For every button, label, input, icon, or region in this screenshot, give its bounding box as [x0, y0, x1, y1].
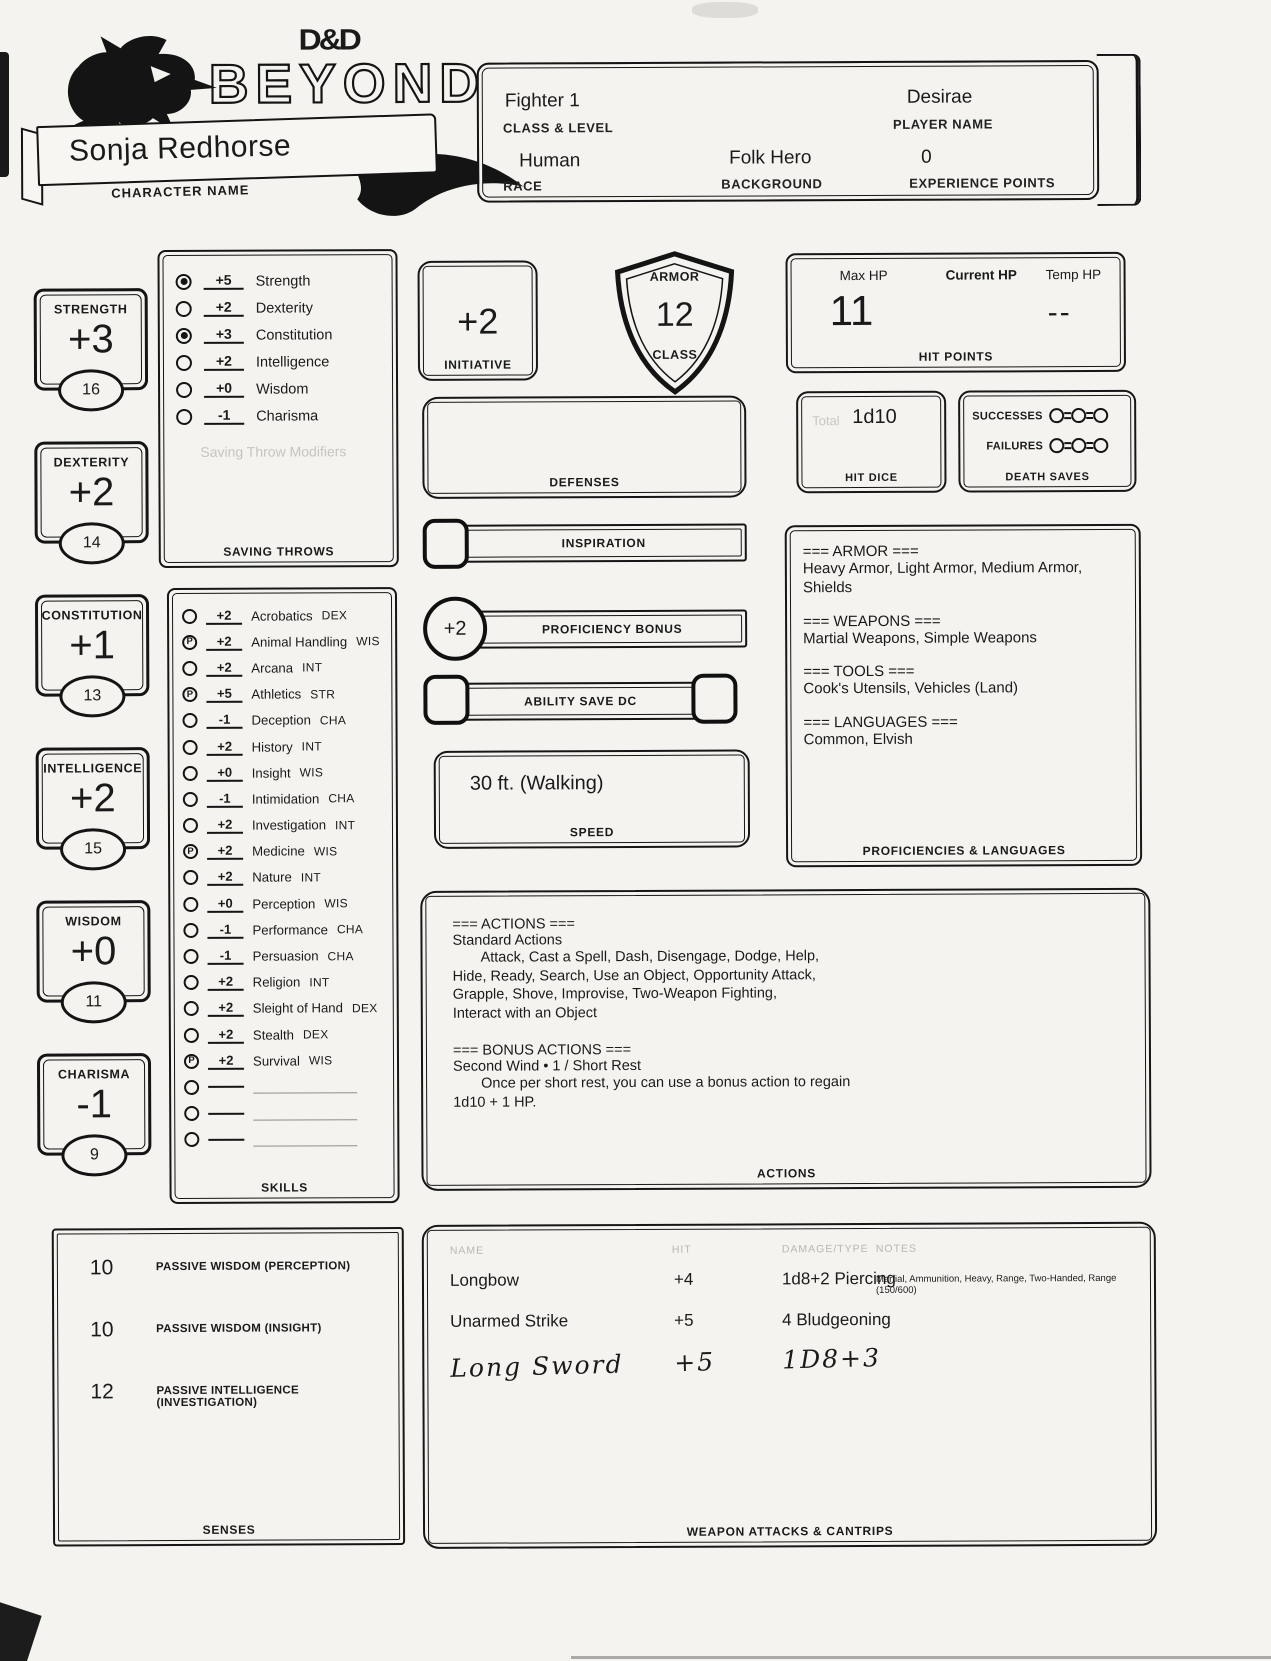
- skill-modifier: [208, 1139, 244, 1141]
- saving-throw-modifier: +5: [204, 273, 244, 290]
- proficiency-radio-icon: [184, 1028, 199, 1043]
- ability-modifier: +2: [69, 776, 116, 821]
- skill-ability: INT: [300, 870, 322, 885]
- ability-score: 16: [58, 369, 124, 411]
- class-level-label: CLASS & LEVEL: [502, 120, 614, 136]
- weapon-notes: [876, 1314, 1152, 1315]
- hit-dice-value: 1d10: [852, 405, 897, 429]
- skill-row: [182, 681, 391, 708]
- ability-score: 14: [59, 522, 125, 564]
- skill-modifier: +2: [207, 817, 243, 834]
- proficiency-section-text: Heavy Armor, Light Armor, Medium Armor, Shields: [802, 559, 1083, 597]
- sense-value: 12: [90, 1380, 114, 1404]
- ability-score: 11: [61, 981, 127, 1023]
- proficiency-radio-icon: [182, 609, 197, 624]
- weapon-hit: +4: [673, 1269, 694, 1289]
- proficiency-section: [803, 611, 1127, 648]
- temp-hp-value: --: [1047, 296, 1072, 330]
- weapon-notes: Martial, Ammunition, Heavy, Range, Two-Handed, Range (150/600): [875, 1272, 1117, 1296]
- saving-throw-row: [176, 294, 388, 322]
- defenses-label: DEFENSES: [549, 475, 620, 490]
- skill-name: Persuasion: [252, 948, 319, 964]
- ability-card: [34, 288, 149, 411]
- skill-name: Acrobatics: [251, 608, 313, 624]
- skill-name: [253, 1106, 357, 1120]
- ability-modifier: +1: [69, 623, 116, 668]
- saving-throw-row: [176, 267, 388, 295]
- skill-row: [184, 1047, 393, 1074]
- sense-row: [54, 1379, 402, 1410]
- proficiency-radio-icon: [176, 327, 192, 343]
- successes-circles-icon: [1049, 408, 1108, 423]
- skill-name: Stealth: [252, 1027, 294, 1043]
- proficiency-radio-icon: [176, 408, 192, 424]
- weapon-name: Unarmed Strike: [450, 1311, 569, 1331]
- saving-throws-panel: [157, 249, 398, 568]
- ability-name: STRENGTH: [53, 302, 128, 317]
- skill-name: Survival: [252, 1053, 300, 1069]
- skill-modifier: -1: [207, 791, 243, 808]
- background-value: Folk Hero: [729, 147, 812, 169]
- proficiency-radio-icon: [183, 844, 198, 859]
- scroll-edge-decoration: [1097, 54, 1142, 206]
- max-hp-value: 11: [829, 286, 874, 335]
- skill-row: [183, 785, 392, 812]
- proficiency-radio-icon: [182, 635, 197, 650]
- hit-dice-box: [796, 391, 946, 494]
- proficiency-radio-icon: [182, 713, 197, 728]
- proficiency-radio-icon: [183, 739, 198, 754]
- senses-box: [52, 1227, 405, 1547]
- skill-modifier: -1: [208, 948, 244, 965]
- skill-name: Religion: [252, 974, 301, 990]
- speed-box: [434, 750, 750, 849]
- ability-modifier: +2: [68, 470, 115, 515]
- ability-name: CONSTITUTION: [41, 608, 143, 623]
- defenses-box: [422, 396, 746, 499]
- initiative-label: INITIATIVE: [444, 357, 512, 372]
- sense-value: 10: [90, 1318, 114, 1342]
- background-label: BACKGROUND: [721, 176, 823, 192]
- armor-class-shield: [605, 250, 744, 397]
- ability-save-dc-label: ABILITY SAVE DC: [524, 693, 637, 709]
- skill-name: Investigation: [251, 817, 327, 833]
- skill-name: Sleight of Hand: [252, 1000, 343, 1017]
- saving-throw-name: Dexterity: [255, 299, 313, 317]
- weapon-hit: +5: [673, 1347, 716, 1378]
- ability-name: CHARISMA: [57, 1067, 131, 1082]
- skill-ability: CHA: [336, 922, 364, 937]
- weapon-damage: 1d8+2 Piercing: [781, 1268, 896, 1289]
- ability-score: 15: [60, 828, 126, 870]
- temp-hp-label: Temp HP: [1045, 266, 1102, 283]
- beyond-logo: BEYOND: [208, 51, 487, 115]
- proficiency-radio-icon: [184, 1106, 199, 1121]
- proficiency-radio-icon: [176, 300, 192, 316]
- skill-row: [183, 916, 392, 943]
- sense-value: 10: [89, 1256, 114, 1280]
- skill-ability: INT: [301, 739, 322, 754]
- skill-row: [184, 1126, 393, 1153]
- saving-throw-modifier: +2: [204, 354, 244, 371]
- skill-modifier: +2: [208, 1000, 244, 1017]
- proficiency-section: [803, 713, 1127, 750]
- skill-ability: WIS: [324, 896, 348, 911]
- proficiency-bonus-label: PROFICIENCY BONUS: [541, 621, 683, 637]
- skill-row: [183, 733, 392, 760]
- character-name-label: CHARACTER NAME: [111, 182, 250, 201]
- proficiency-radio-icon: [182, 687, 197, 702]
- proficiency-section-text: Martial Weapons, Simple Weapons: [803, 628, 1037, 647]
- armor-class-value: 12: [655, 295, 694, 334]
- saving-throw-row: [176, 402, 388, 430]
- weapon-name: Longbow: [449, 1270, 520, 1290]
- ability-modifier: +0: [70, 929, 117, 974]
- ability-scores: [34, 288, 152, 1176]
- saving-throw-row: [176, 375, 388, 403]
- max-hp-label: Max HP: [839, 267, 888, 284]
- hit-dice-total-label: Total: [812, 413, 840, 429]
- ability-modifier: +3: [67, 317, 114, 362]
- ability-name: INTELLIGENCE: [43, 761, 143, 776]
- column-hit: HIT: [671, 1243, 692, 1256]
- skill-name: Animal Handling: [251, 634, 348, 650]
- skill-modifier: [208, 1112, 244, 1114]
- ability-card: [35, 594, 150, 717]
- skill-row: [183, 812, 392, 839]
- class-level-value: Fighter 1: [504, 90, 580, 112]
- proficiency-radio-icon: [182, 661, 197, 676]
- skill-name: Insight: [251, 765, 291, 781]
- proficiency-radio-icon: [184, 1080, 199, 1095]
- skill-ability: DEX: [351, 1001, 378, 1016]
- proficiencies-languages-box: [785, 524, 1142, 868]
- skill-row: [184, 1073, 393, 1100]
- ability-modifier: -1: [76, 1082, 113, 1127]
- skill-ability: INT: [309, 975, 330, 990]
- scan-artifact: [692, 2, 758, 18]
- sense-name: PASSIVE WISDOM (PERCEPTION): [155, 1260, 351, 1274]
- save-dc-clamp-left-icon: [423, 675, 469, 725]
- skill-row: [183, 838, 392, 865]
- standard-actions-title: Standard Actions: [452, 932, 563, 949]
- proficiency-radio-icon: [176, 381, 192, 397]
- skill-ability: WIS: [308, 1053, 333, 1068]
- skill-name: Nature: [252, 869, 292, 886]
- character-name: Sonja Redhorse: [68, 129, 292, 168]
- skill-ability: STR: [310, 686, 336, 702]
- player-name-label: PLAYER NAME: [892, 116, 993, 132]
- proficiency-section: [803, 542, 1127, 598]
- ability-card: [37, 1053, 152, 1176]
- skill-modifier: [208, 1086, 244, 1088]
- scan-artifact: [571, 1656, 1271, 1659]
- skill-row: [183, 759, 392, 786]
- ability-name: WISDOM: [65, 914, 122, 929]
- skill-ability: INT: [302, 660, 323, 675]
- proficiency-radio-icon: [183, 766, 198, 781]
- weapon-attacks-label: WEAPON ATTACKS & CANTRIPS: [686, 1523, 894, 1539]
- saving-throw-name: Intelligence: [255, 353, 330, 371]
- skill-ability: CHA: [328, 791, 355, 806]
- sense-name: PASSIVE INTELLIGENCE (INVESTIGATION): [156, 1384, 299, 1410]
- player-name-value: Desirae: [906, 86, 973, 108]
- skill-name: History: [251, 739, 293, 755]
- skill-row: [182, 707, 391, 734]
- saving-throw-name: Strength: [255, 272, 311, 290]
- proficiencies-languages-label: PROFICIENCIES & LANGUAGES: [862, 843, 1066, 859]
- skill-modifier: +2: [206, 633, 242, 650]
- skill-name: Performance: [252, 922, 328, 938]
- inspiration-clamp-icon: [423, 519, 469, 569]
- skill-name: [253, 1132, 357, 1146]
- skill-modifier: +2: [206, 607, 242, 624]
- death-saves-box: [958, 390, 1136, 493]
- proficiency-radio-icon: [184, 1001, 199, 1016]
- proficiency-radio-icon: [183, 897, 198, 912]
- initiative-box: [418, 260, 539, 381]
- weapon-notes: [876, 1347, 1152, 1354]
- skill-name: Athletics: [251, 686, 302, 702]
- weapon-hit: +5: [674, 1310, 694, 1330]
- saving-throw-watermark: Saving Throw Modifiers: [200, 443, 347, 460]
- proficiency-radio-icon: [183, 792, 198, 807]
- skill-modifier: +2: [208, 1026, 244, 1043]
- sense-row: [54, 1255, 402, 1280]
- proficiency-radio-icon: [176, 354, 192, 370]
- ability-save-dc-band: [461, 682, 699, 721]
- proficiency-section: [803, 662, 1127, 699]
- skill-name: Arcana: [251, 660, 294, 676]
- skill-row: [184, 995, 393, 1022]
- saving-throw-name: Constitution: [255, 326, 333, 344]
- proficiency-radio-icon: [183, 818, 198, 833]
- inspiration-label: INSPIRATION: [561, 535, 646, 551]
- column-name: NAME: [449, 1244, 485, 1257]
- skill-name: Perception: [252, 896, 316, 912]
- skill-name: Medicine: [252, 843, 305, 859]
- ability-score: 13: [59, 675, 125, 717]
- skill-row: [182, 628, 391, 655]
- scan-artifact: [0, 52, 9, 177]
- skill-row: [182, 602, 391, 629]
- dnd-ampersand-logo: D&D: [298, 22, 359, 57]
- second-wind-text: Once per short rest, you can use a bonus action to regain 1d10 + 1 HP.: [453, 1074, 851, 1111]
- ability-card: [34, 441, 149, 564]
- skill-row: [183, 942, 392, 969]
- death-saves-label: DEATH SAVES: [1005, 471, 1090, 484]
- proficiency-section-heading: === ARMOR ===: [802, 542, 919, 561]
- skill-row: [183, 890, 392, 917]
- proficiency-bonus-value: +2: [423, 597, 487, 661]
- speed-value: 30 ft. (Walking): [469, 772, 604, 795]
- proficiency-radio-icon: [184, 975, 199, 990]
- proficiency-radio-icon: [176, 273, 192, 289]
- weapon-damage: 4 Bludgeoning: [782, 1309, 891, 1330]
- saving-throws-label: SAVING THROWS: [223, 544, 335, 559]
- speed-label: SPEED: [569, 825, 615, 840]
- saving-throw-modifier: -1: [204, 408, 244, 425]
- class-label: CLASS: [652, 347, 698, 362]
- weapon-table-header: [424, 1242, 1154, 1257]
- armor-label: ARMOR: [649, 269, 700, 284]
- race-label: RACE: [503, 178, 543, 194]
- skill-row: [182, 654, 391, 681]
- skill-ability: CHA: [319, 713, 347, 728]
- skill-modifier: +2: [208, 1052, 244, 1069]
- skill-ability: WIS: [356, 634, 380, 649]
- hit-points-box: [785, 252, 1126, 373]
- successes-label: SUCCESSES: [972, 409, 1043, 423]
- hit-dice-label: HIT DICE: [845, 471, 898, 485]
- ability-card: [36, 747, 151, 870]
- actions-heading: === ACTIONS ===: [452, 916, 575, 933]
- skill-row: [184, 1100, 393, 1127]
- race-value: Human: [519, 150, 581, 172]
- proficiency-radio-icon: [184, 1132, 199, 1147]
- proficiency-section-text: Common, Elvish: [803, 730, 913, 749]
- column-notes: NOTES: [875, 1242, 918, 1255]
- experience-value: 0: [921, 146, 932, 168]
- skill-modifier: -1: [207, 922, 243, 939]
- senses-label: SENSES: [202, 1522, 256, 1537]
- proficiency-section-text: Cook's Utensils, Vehicles (Land): [803, 679, 1019, 698]
- skill-modifier: +0: [207, 764, 243, 781]
- bonus-actions-heading: === BONUS ACTIONS ===: [452, 1042, 632, 1059]
- weapon-row: [424, 1260, 1154, 1304]
- skills-panel: [167, 587, 400, 1204]
- proficiency-radio-icon: [183, 923, 198, 938]
- saving-throw-modifier: +2: [204, 300, 244, 317]
- skills-label: SKILLS: [261, 1180, 309, 1195]
- sense-name: PASSIVE WISDOM (INSIGHT): [156, 1322, 322, 1336]
- skill-name: Intimidation: [251, 791, 320, 807]
- skill-ability: INT: [334, 817, 356, 832]
- proficiency-radio-icon: [184, 1054, 199, 1069]
- skill-modifier: +2: [207, 843, 243, 860]
- skill-ability: DEX: [302, 1027, 329, 1042]
- proficiency-section-heading: === LANGUAGES ===: [803, 713, 958, 732]
- saving-throw-name: Wisdom: [256, 380, 309, 398]
- initiative-value: +2: [457, 300, 499, 342]
- second-wind-title: Second Wind • 1 / Short Rest: [452, 1058, 642, 1075]
- save-dc-clamp-right-icon: [691, 674, 737, 724]
- skill-name: Deception: [251, 712, 311, 729]
- skill-modifier: +2: [208, 974, 244, 991]
- proficiency-section-heading: === WEAPONS ===: [803, 612, 941, 630]
- hit-points-label: HIT POINTS: [918, 349, 994, 364]
- saving-throw-row: [176, 321, 388, 349]
- skill-row: [184, 969, 393, 996]
- proficiency-bonus-band: [477, 610, 747, 649]
- skill-modifier: -1: [206, 712, 242, 729]
- actions-label: ACTIONS: [757, 1166, 816, 1181]
- ability-name: DEXTERITY: [53, 455, 130, 470]
- character-info-box: [477, 60, 1100, 203]
- saving-throw-modifier: +3: [204, 327, 244, 344]
- current-hp-label: Current HP: [945, 267, 1017, 283]
- saving-throw-modifier: +0: [204, 381, 244, 398]
- skill-row: [184, 1021, 393, 1048]
- actions-box: [420, 888, 1151, 1191]
- failures-label: FAILURES: [986, 439, 1044, 452]
- standard-actions-text: Attack, Cast a Spell, Dash, Disengage, Dodge, Help, Hide, Ready, Search, Use an Object, Opportunity Attack, Grapple, Shove, Improvise, Two-Weapon Fighting, Interact with an Object: [452, 948, 820, 1022]
- skill-modifier: +0: [207, 895, 243, 912]
- skill-modifier: +5: [206, 686, 242, 703]
- experience-label: EXPERIENCE POINTS: [909, 175, 1056, 191]
- proficiency-section-heading: === TOOLS ===: [803, 663, 915, 681]
- skill-name: [253, 1080, 357, 1094]
- skill-modifier: +2: [206, 660, 242, 677]
- proficiency-radio-icon: [183, 870, 198, 885]
- ability-card: [36, 900, 151, 1023]
- sense-row: [54, 1317, 402, 1342]
- weapon-attacks-box: [422, 1222, 1157, 1549]
- skill-ability: WIS: [299, 765, 324, 780]
- saving-throw-name: Charisma: [256, 407, 319, 425]
- skill-modifier: +2: [207, 869, 243, 886]
- skill-ability: WIS: [313, 844, 338, 859]
- inspiration-band: [461, 524, 747, 563]
- saving-throw-row: [176, 348, 388, 376]
- ability-score: 9: [61, 1134, 127, 1176]
- failures-circles-icon: [1049, 438, 1108, 453]
- skill-row: [183, 864, 392, 891]
- column-damage-type: DAMAGE/TYPE: [781, 1242, 869, 1256]
- skill-ability: CHA: [327, 948, 354, 963]
- skill-modifier: +2: [207, 738, 243, 755]
- weapon-name: Long Sword: [449, 1349, 624, 1383]
- weapon-damage: 1D8+3: [781, 1343, 882, 1375]
- skill-ability: DEX: [321, 608, 348, 623]
- proficiency-radio-icon: [184, 949, 199, 964]
